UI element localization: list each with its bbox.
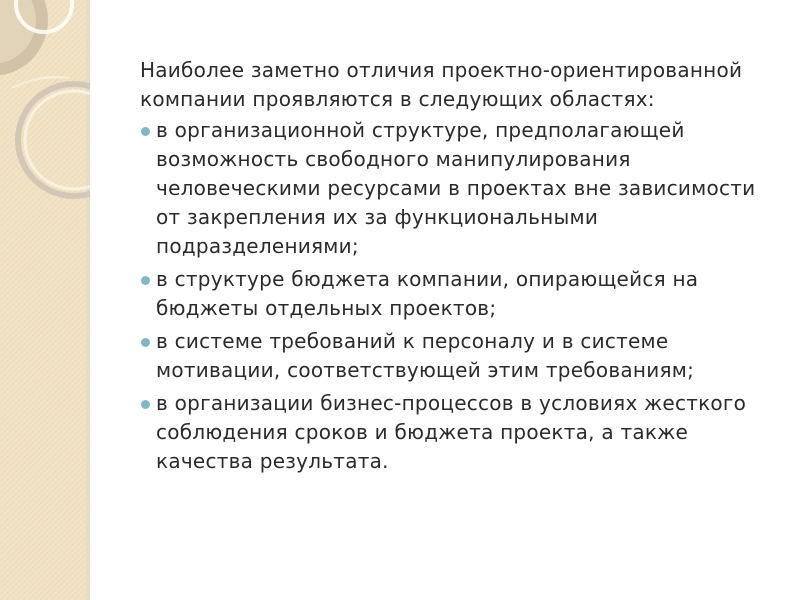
bullet-text: в структуре бюджета компании, опирающейся на бюджеты отдельных проектов;: [156, 267, 699, 320]
bullet-text: в организационной структуре, предполагающей возможность свободного манипулирования человеческими ресурсами в проектах вне зависимости от закрепления их за функциональными подразделениями;: [156, 118, 756, 258]
bullet-text: в организации бизнес-процессов в условиях жесткого соблюдения сроков и бюджета проекта, а также качества результата.: [156, 391, 747, 473]
bullet-item: [140, 265, 770, 323]
bullet-list: [140, 116, 770, 476]
bullet-dot-icon: [141, 127, 150, 136]
slide-content: [140, 56, 770, 480]
bullet-item: [140, 389, 770, 476]
bullet-item: [140, 116, 770, 261]
bullet-dot-icon: [141, 276, 150, 285]
decorative-circles: [0, 0, 90, 600]
bullet-text: в системе требований к персоналу и в системе мотивации, соответствующей этим требованиям;: [156, 329, 695, 382]
bullet-dot-icon: [141, 338, 150, 347]
bullet-item: [140, 327, 770, 385]
intro-text: Наиболее заметно отличия проектно-ориентированной компании проявляются в следующих областях:: [140, 58, 743, 111]
bullet-dot-icon: [141, 400, 150, 409]
